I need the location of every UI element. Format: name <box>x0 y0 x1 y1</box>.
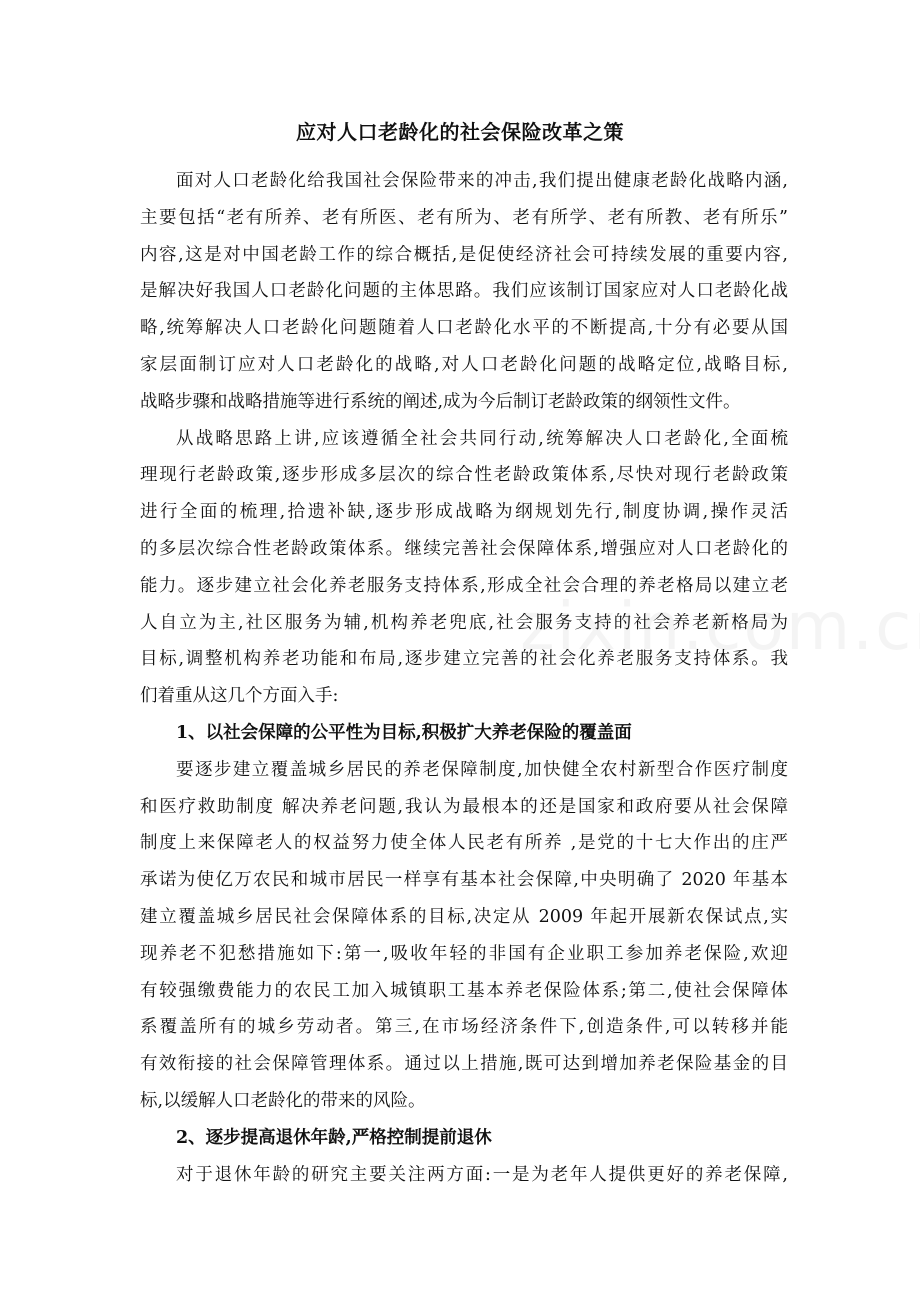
paragraph-line: 对于退休年龄的研究主要关注两方面:一是为老年人提供更好的养老保障, <box>176 1164 788 1185</box>
paragraph-line: 是解决好我国人口老龄化问题的主体思路。我们应该制订国家应对人口老龄化战 <box>140 281 788 302</box>
paragraph-line: 要逐步建立覆盖城乡居民的养老保障制度,加快健全农村新型合作医疗制度 <box>176 759 788 780</box>
paragraph-line: 进行全面的梳理,拾遗补缺,逐步形成战略为纲规划先行,制度协调,操作灵活 <box>140 502 788 523</box>
document-title: 应对人口老龄化的社会保险改革之策 <box>296 120 624 144</box>
paragraph-line: 家层面制订应对人口老龄化的战略,对人口老龄化问题的战略定位,战略目标, <box>140 354 788 375</box>
paragraph-line: 现养老不犯愁措施如下:第一,吸收年轻的非国有企业职工参加养老保险,欢迎 <box>140 943 788 964</box>
paragraph-line: 理现行老龄政策,逐步形成多层次的综合性老龄政策体系,尽快对现行老龄政策 <box>140 465 788 486</box>
document-body <box>140 163 788 1193</box>
paragraph-line: 能力。逐步建立社会化养老服务支持体系,形成全社会合理的养老格局以建立老 <box>140 575 788 596</box>
paragraph-line: 主要包括“老有所养、老有所医、老有所为、老有所学、老有所教、老有所乐” <box>140 207 788 228</box>
paragraph-line: 制度上来保障老人的权益努力使全体人民老有所养 ,是党的十七大作出的庄严 <box>140 833 788 854</box>
paragraph-line: 建立覆盖城乡居民社会保障体系的目标,决定从 2009 年起开展新农保试点,实 <box>140 906 788 927</box>
paragraph-line: 内容,这是对中国老龄工作的综合概括,是促使经济社会可持续发展的重要内容, <box>140 244 788 265</box>
paragraph-line: 面对人口老龄化给我国社会保险带来的冲击,我们提出健康老龄化战略内涵, <box>176 171 788 191</box>
paragraph-line: 们着重从这几个方面入手: <box>140 686 339 707</box>
section-heading-2: 2、逐步提高退休年龄,严格控制提前退休 <box>176 1127 492 1148</box>
paragraph-line: 有效衔接的社会保障管理体系。通过以上措施,既可达到增加养老保险基金的目 <box>140 1054 788 1075</box>
paragraph-line: 和医疗救助制度 解决养老问题,我认为最根本的还是国家和政府要从社会保障 <box>140 796 788 817</box>
paragraph-line: 承诺为使亿万农民和城市居民一样享有基本社会保障,中央明确了 2020 年基本 <box>140 870 788 891</box>
section-heading-1: 1、以社会保障的公平性为目标,积极扩大养老保险的覆盖面 <box>176 722 632 743</box>
paragraph-line: 系覆盖所有的城乡劳动者。第三,在市场经济条件下,创造条件,可以转移并能 <box>140 1017 788 1038</box>
paragraph-line: 略,统筹解决人口老龄化问题随着人口老龄化水平的不断提高,十分有必要从国 <box>140 318 788 339</box>
paragraph-line: 人自立为主,社区服务为辅,机构养老兜底,社会服务支持的社会养老新格局为 <box>140 612 788 633</box>
paragraph-line: 有较强缴费能力的农民工加入城镇职工基本养老保险体系;第二,使社会保障体 <box>140 980 788 1001</box>
paragraph-line: 标,以缓解人口老龄化的带来的风险。 <box>140 1090 426 1111</box>
paragraph-line: 战略步骤和战略措施等进行系统的阐述,成为今后制订老龄政策的纲领性文件。 <box>140 391 741 412</box>
paragraph-line: 从战略思路上讲,应该遵循全社会共同行动,统筹解决人口老龄化,全面梳 <box>176 428 788 449</box>
paragraph-line: 的多层次综合性老龄政策体系。继续完善社会保障体系,增强应对人口老龄化的 <box>140 538 788 559</box>
paragraph-line: 目标,调整机构养老功能和布局,逐步建立完善的社会化养老服务支持体系。我 <box>140 649 788 670</box>
